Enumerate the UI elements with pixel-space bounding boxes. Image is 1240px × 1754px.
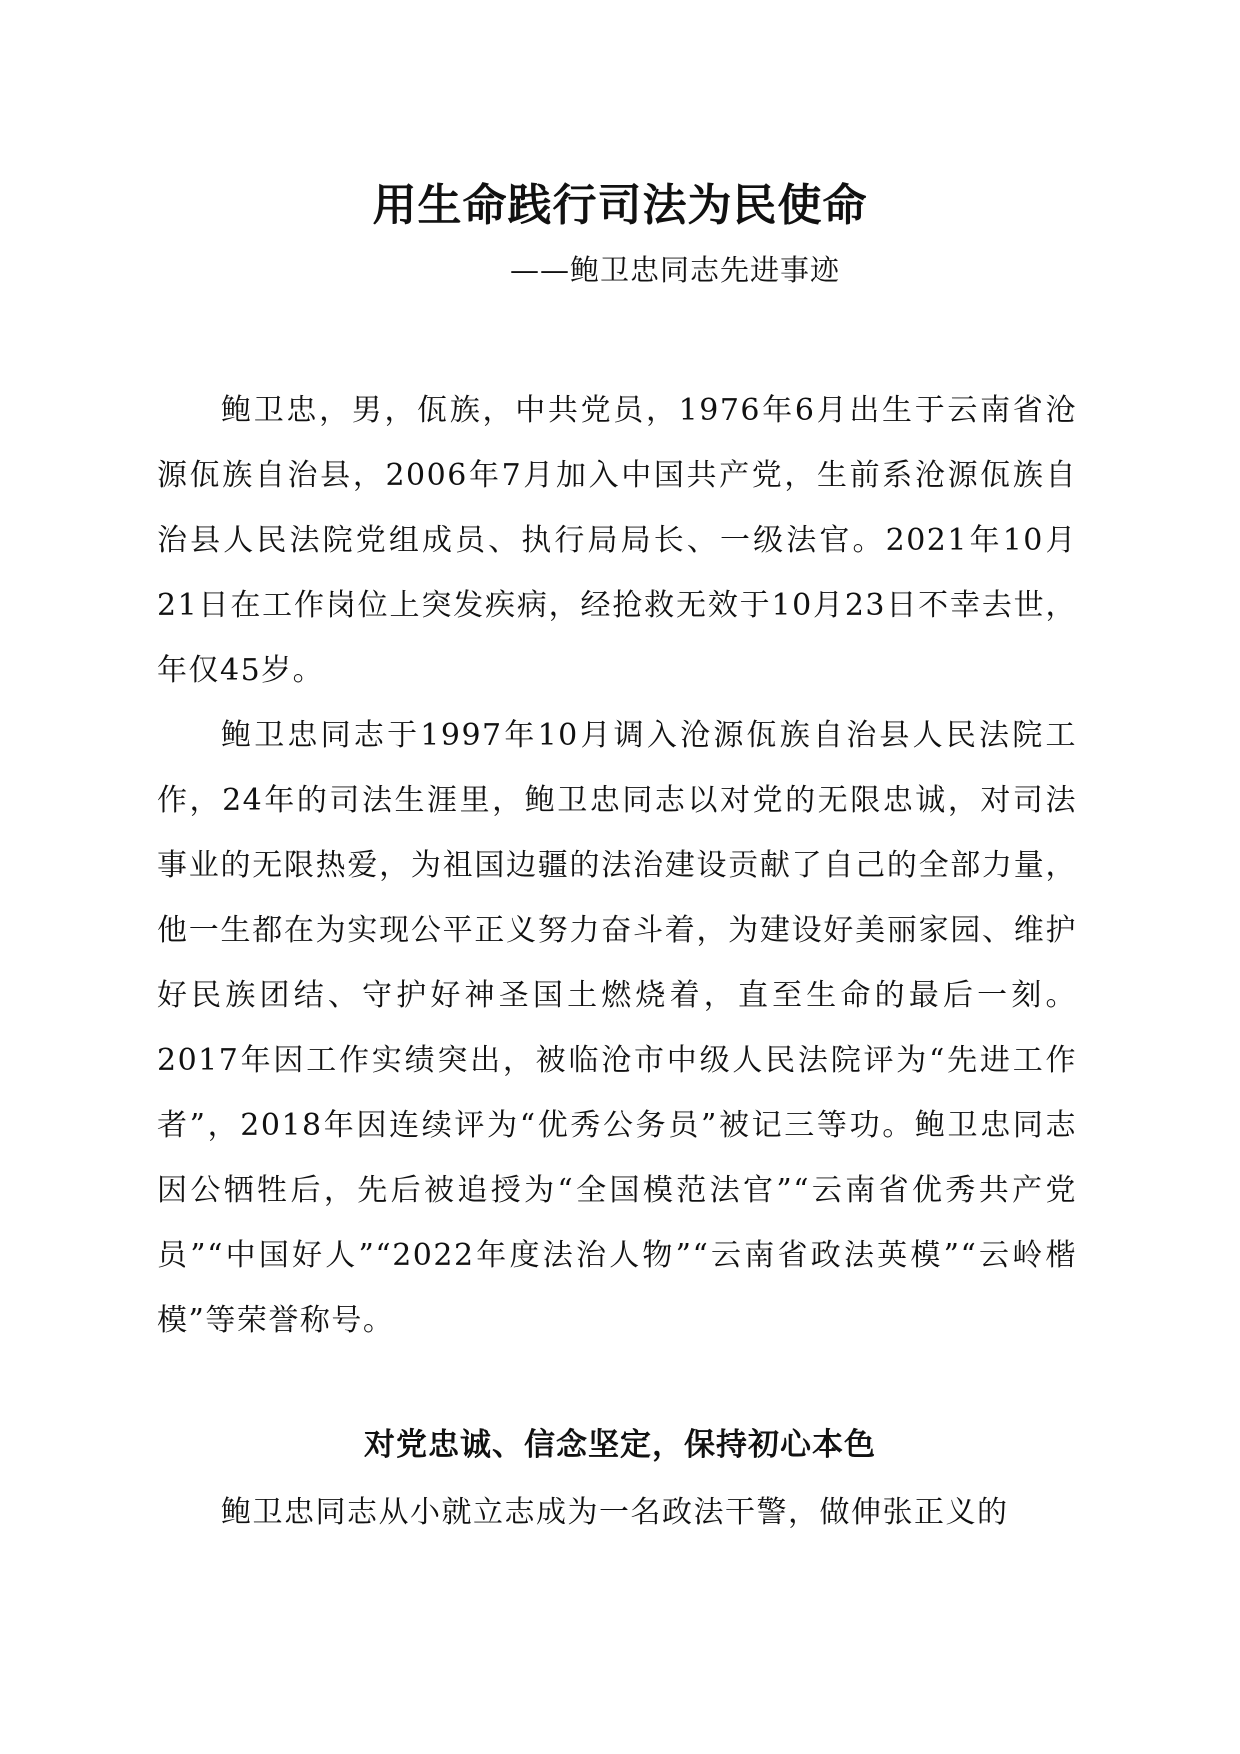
paragraph-section-intro: 鲍卫忠同志从小就立志成为一名政法干警，做伸张正义的 [221,1495,1009,1530]
paragraph-biography: 鲍卫忠，男，佤族，中共党员，1976年6月出生于云南省沧源佤族自治县，2006年7月加入中国共产党，生前系沧源佤族自治县人民法院党组成员、执行局局长、一级法官。2021年10月21日在工作岗位上突发疾病，经抢救无效于10月23日不幸去世，年仅45岁。 [157,393,1077,688]
document-title: 用生命践行司法为民使命 [372,180,868,231]
section-heading: 对党忠诚、信念坚定，保持初心本色 [364,1427,876,1463]
document-subtitle: ——鲍卫忠同志先进事迹 [509,253,840,287]
paragraph-career: 鲍卫忠同志于1997年10月调入沧源佤族自治县人民法院工作，24年的司法生涯里，鲍卫忠同志以对党的无限忠诚，对司法事业的无限热爱，为祖国边疆的法治建设贡献了自己的全部力量，他一生都在为实现公平正义努力奋斗着，为建设好美丽家园、维护好民族团结、守护好神圣国土燃烧着，直至生命的最后一刻。2017年因工作实绩突出，被临沧市中级人民法院评为“先进工作者”，2018年因连续评为“优秀公务员”被记三等功。鲍卫忠同志因公牺牲后，先后被追授为“全国模范法官”“云南省优秀共产党员”“中国好人”“2022年度法治人物”“云南省政法英模”“云岭楷模”等荣誉称号。 [157,718,1077,1338]
